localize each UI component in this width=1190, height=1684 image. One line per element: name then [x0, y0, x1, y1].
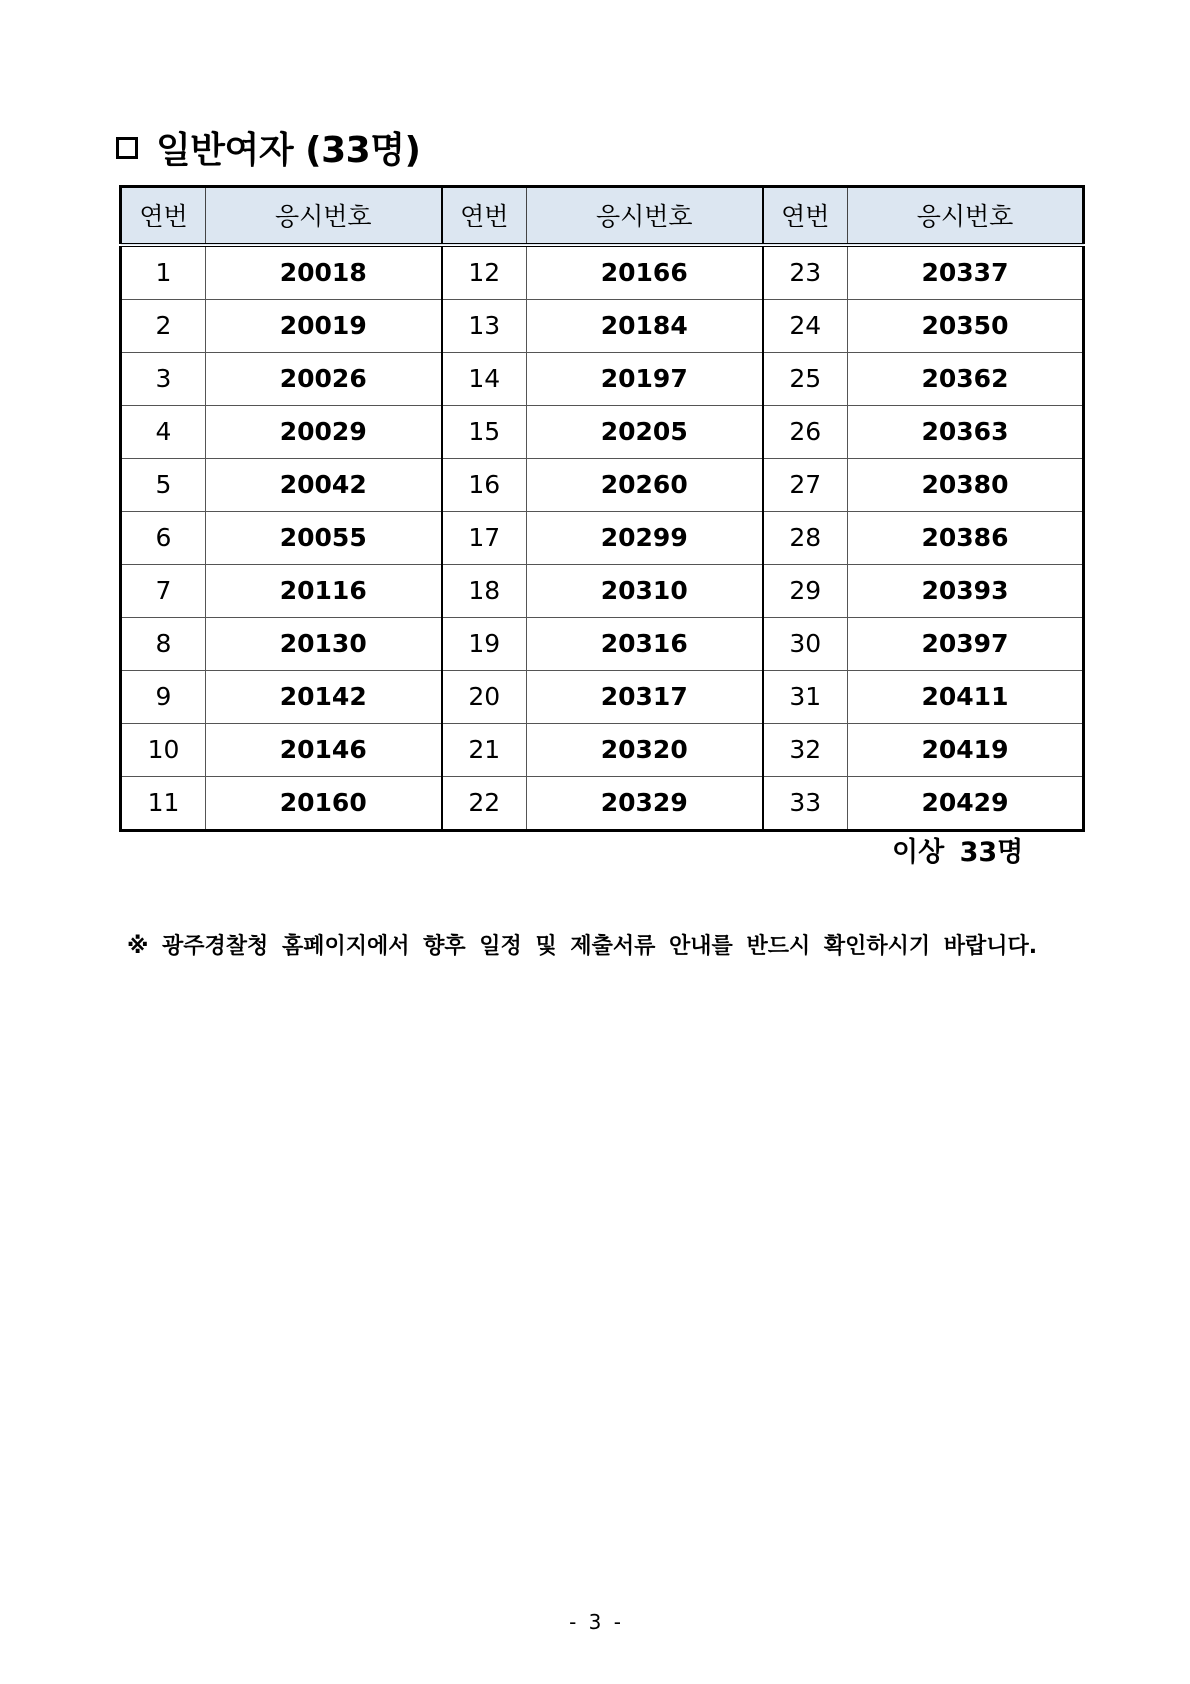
applicant-number-cell: 20363	[848, 405, 1084, 458]
column-header: 응시번호	[848, 187, 1084, 245]
table-row	[121, 299, 1084, 352]
table-row	[121, 245, 1084, 300]
applicant-number-cell: 20026	[206, 352, 442, 405]
column-header: 응시번호	[527, 187, 763, 245]
serial-number-cell: 28	[763, 511, 848, 564]
serial-number-cell: 5	[121, 458, 206, 511]
applicant-number-cell: 20337	[848, 245, 1084, 300]
serial-number-cell: 19	[442, 617, 527, 670]
applicant-number-table	[119, 185, 1085, 832]
applicant-number-cell: 20411	[848, 670, 1084, 723]
applicant-number-cell: 20029	[206, 405, 442, 458]
table-row	[121, 458, 1084, 511]
applicant-number-cell: 20317	[527, 670, 763, 723]
applicant-number-cell: 20419	[848, 723, 1084, 776]
applicant-number-cell: 20166	[527, 245, 763, 300]
serial-number-cell: 2	[121, 299, 206, 352]
applicant-number-cell: 20393	[848, 564, 1084, 617]
page-number: - 3 -	[569, 1610, 621, 1634]
table-row	[121, 617, 1084, 670]
column-header: 응시번호	[206, 187, 442, 245]
serial-number-cell: 21	[442, 723, 527, 776]
applicant-number-cell: 20429	[848, 776, 1084, 830]
serial-number-cell: 29	[763, 564, 848, 617]
column-header: 연번	[121, 187, 206, 245]
applicant-number-cell: 20018	[206, 245, 442, 300]
serial-number-cell: 1	[155, 258, 172, 287]
applicant-number-cell: 20130	[206, 617, 442, 670]
applicant-number-cell: 20055	[206, 511, 442, 564]
applicant-number-cell: 20299	[527, 511, 763, 564]
serial-number-cell: 9	[121, 670, 206, 723]
serial-number-cell: 22	[442, 776, 527, 830]
applicant-number-cell: 20310	[527, 564, 763, 617]
section-title-text: 일반여자 (33명)	[156, 130, 421, 171]
serial-number-cell: 17	[442, 511, 527, 564]
applicant-number-cell: 20160	[206, 776, 442, 830]
square-bullet-icon	[116, 137, 138, 159]
serial-number-cell: 30	[763, 617, 848, 670]
applicant-number-cell: 20042	[206, 458, 442, 511]
serial-number-cell: 3	[121, 352, 206, 405]
serial-number-cell: 25	[763, 352, 848, 405]
serial-number-cell: 31	[763, 670, 848, 723]
serial-number-cell: 11	[121, 776, 206, 830]
applicant-number-cell: 20184	[527, 299, 763, 352]
applicant-number-cell: 20380	[848, 458, 1084, 511]
table-body	[121, 245, 1084, 831]
serial-number-cell: 8	[121, 617, 206, 670]
applicant-number-cell: 20197	[527, 352, 763, 405]
applicant-number-cell: 20019	[206, 299, 442, 352]
serial-number-cell: 7	[121, 564, 206, 617]
table-row	[121, 352, 1084, 405]
applicant-number-cell: 20350	[848, 299, 1084, 352]
applicant-number-cell: 20205	[527, 405, 763, 458]
table-row	[121, 405, 1084, 458]
serial-number-cell: 15	[442, 405, 527, 458]
applicant-number-cell: 20329	[527, 776, 763, 830]
serial-number-cell: 6	[121, 511, 206, 564]
total-count: 이상 33명	[892, 837, 1024, 868]
serial-number-cell: 16	[442, 458, 527, 511]
serial-number-cell: 20	[442, 670, 527, 723]
applicant-number-cell: 20316	[527, 617, 763, 670]
serial-number-cell: 23	[763, 245, 848, 300]
applicant-number-cell: 20362	[848, 352, 1084, 405]
applicant-number-cell: 20320	[527, 723, 763, 776]
applicant-number-cell: 20386	[848, 511, 1084, 564]
applicant-number-cell: 20146	[206, 723, 442, 776]
table-row	[121, 564, 1084, 617]
table-row	[121, 723, 1084, 776]
serial-number-cell: 32	[763, 723, 848, 776]
serial-number-cell: 12	[442, 245, 527, 300]
serial-number-cell: 10	[121, 723, 206, 776]
serial-number-cell: 33	[763, 776, 848, 830]
applicant-number-cell: 20142	[206, 670, 442, 723]
table-row	[121, 670, 1084, 723]
serial-number-cell: 18	[442, 564, 527, 617]
table-header-row	[121, 187, 1084, 245]
column-header: 연번	[442, 187, 527, 245]
applicant-number-cell: 20397	[848, 617, 1084, 670]
serial-number-cell: 4	[121, 405, 206, 458]
serial-number-cell: 26	[763, 405, 848, 458]
serial-number-cell: 13	[442, 299, 527, 352]
table-row	[121, 511, 1084, 564]
column-header: 연번	[763, 187, 848, 245]
applicant-number-cell: 20116	[206, 564, 442, 617]
notice-text: ※ 광주경찰청 홈페이지에서 향후 일정 및 제출서류 안내를 반드시 확인하시기 바랍니다.	[127, 934, 1038, 959]
applicant-number-cell: 20260	[527, 458, 763, 511]
serial-number-cell: 27	[763, 458, 848, 511]
serial-number-cell: 24	[763, 299, 848, 352]
serial-number-cell: 14	[442, 352, 527, 405]
section-title	[116, 122, 420, 173]
table-row	[121, 776, 1084, 830]
